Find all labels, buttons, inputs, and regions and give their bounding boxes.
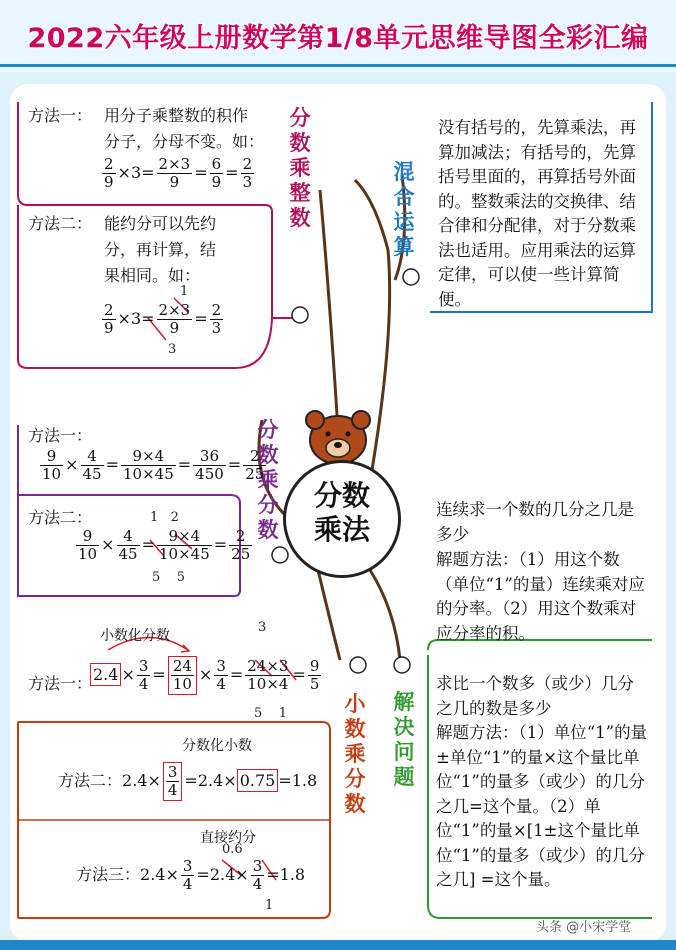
- mixed-operations-text: 没有括号的，先算乘法，再算加减法；有括号的，先算括号里面的，再算括号外面的。整数乘法的交换律、结合律和分配律，对于分数乘法也适用。应用乘法的运算定律，可以使一些计算简便。: [438, 118, 636, 309]
- integer-method2-text3: 果相同。如：: [104, 266, 201, 285]
- cancel-mark-top: 1 2: [150, 510, 179, 525]
- fraction: $\frac{24\times 3}{10\times 4}$: [247, 657, 289, 693]
- fraction-method1-formula: $\frac{9}{10}$ × $\frac{4}{45}$ = $\frac{9\times 4}{10\times 45}$ = $\frac{36}{450}$ = $\frac{2}{25}$: [42, 447, 265, 483]
- integer-method2-text2: 分，再计算，结: [104, 240, 217, 259]
- integer-method2-label: 方法二：: [28, 214, 93, 233]
- fraction: $\frac{36}{450}$: [195, 447, 224, 483]
- cancel-mark-bottom: 3: [168, 342, 177, 357]
- fraction: $\frac{24}{10}$: [168, 656, 197, 695]
- branch-label-fraction: 分数乘分数: [257, 418, 279, 542]
- integer-method1-formula: $\frac{2}{9}$ ×3= $\frac{2\times 3}{9}$ = $\frac{6}{9}$ = $\frac{2}{3}$: [104, 155, 253, 191]
- fraction: $\frac{6}{9}$: [211, 155, 222, 191]
- fraction: $\frac{2}{25}$: [245, 447, 265, 483]
- center-line1: 分数: [313, 479, 370, 512]
- decimal-method2-formula: 方法二：2.4× $\frac{3}{4}$ =2.4× 0.75 =1.8: [58, 763, 318, 799]
- fraction: $\frac{2\times 3}{9}$: [158, 155, 191, 191]
- branch-label-decimal: 小数乘分数: [344, 692, 366, 816]
- cancel-mark-top: 0.6: [222, 842, 243, 857]
- fraction: $\frac{2}{3}$: [242, 155, 253, 191]
- fraction: $\frac{9\times 4}{10\times 45}$: [123, 447, 174, 483]
- cancel-mark-bottom: 5 1: [254, 706, 288, 721]
- problem1-question: 连续求一个数的几分之几是多少: [436, 500, 634, 544]
- fraction: $\frac{2}{25}$: [231, 527, 251, 563]
- fraction: $\frac{4}{45}$: [118, 527, 138, 563]
- fraction: $\frac{3}{4}$: [216, 657, 226, 693]
- fraction: $\frac{2\times 3}{9}$: [158, 301, 191, 337]
- integer-method2-formula: $\frac{2}{9}$ ×3= $\frac{2\times 3}{9}$ = $\frac{2}{3}$: [104, 301, 222, 337]
- fraction: $\frac{9}{10}$: [42, 447, 62, 483]
- problem1-method: 解题方法：（1）用这个数（单位“1”的量）连续乘对应的分率。（2）用这个数乘对应分率的积。: [436, 550, 645, 643]
- integer-method2-text1: 能约分可以先约: [104, 214, 217, 233]
- branch-decimal: [318, 570, 340, 660]
- center-line2: 乘法: [313, 513, 370, 546]
- fraction: $\frac{2}{9}$: [104, 301, 114, 337]
- center-node: [283, 460, 401, 578]
- fraction: $\frac{4}{45}$: [82, 447, 102, 483]
- fraction: $\frac{3}{4}$: [182, 857, 193, 893]
- fraction-method1-label: 方法一：: [28, 426, 93, 445]
- fraction: $\frac{3}{4}$: [138, 657, 149, 693]
- watermark: 头条 @小宋学堂: [536, 920, 632, 935]
- fraction-method2-label: 方法二：: [28, 508, 93, 527]
- problem2-question: 求比一个数多（或少）几分之几的数是多少: [436, 674, 634, 718]
- integer-method1-text1: 用分子乘整数的积作: [104, 106, 249, 125]
- branch-label-mixed: 混合运算: [393, 160, 415, 259]
- fraction: $\frac{9}{10}$: [78, 527, 98, 563]
- branch-problem: [370, 570, 400, 660]
- decimal-note-3: 直接约分: [200, 830, 256, 846]
- integer-method1-text2: 分子，分母不变。如：: [104, 132, 265, 151]
- integer-method1-label: 方法一：: [28, 106, 93, 125]
- problem2-method: 解题方法：（1）单位“1”的量±单位“1”的量×这个量比单位“1”的量多（或少）的几分之几=这个量。（2）单位“1”的量×[1±这个量比单位“1”的量多（或少）的几分之几] =这个量。: [436, 723, 648, 889]
- fraction: $\frac{9\times 4}{10\times 45}$: [159, 527, 210, 563]
- fraction: $\frac{3}{4}$: [163, 762, 183, 801]
- cancel-mark-bottom: 5 5: [152, 570, 186, 585]
- decimal-method1-formula: 2.4 × $\frac{3}{4}$ = $\frac{24}{10}$ × $\frac{3}{4}$ = $\frac{24\times 3}{10\times 4}$ = $\frac{9}{5}$: [90, 656, 323, 695]
- bear-mascot-icon: [306, 411, 370, 464]
- decimal-method1-label: 方法一：: [28, 674, 93, 693]
- fraction: $\frac{2}{3}$: [211, 301, 222, 337]
- branch-label-integer: 分数乘整数: [289, 106, 311, 230]
- fraction: $\frac{3}{4}$: [252, 857, 263, 893]
- page-title: 2022六年级上册数学第1/8单元思维导图全彩汇编: [27, 23, 649, 54]
- decimal-method3-formula: 方法三：2.4× $\frac{3}{4}$ =2.4× $\frac{3}{4}$ =1.8: [76, 857, 306, 893]
- decimal-note-2: 分数化小数: [182, 738, 252, 754]
- decimal-note-1: 小数化分数: [100, 628, 170, 644]
- fraction: $\frac{2}{9}$: [104, 155, 114, 191]
- cancel-mark-top: 1: [180, 284, 189, 299]
- cancel-mark-bottom: 1: [265, 898, 274, 913]
- fraction-method2-formula: $\frac{9}{10}$ × $\frac{4}{45}$ = $\frac{9\times 4}{10\times 45}$ = $\frac{2}{25}$: [78, 527, 251, 563]
- cancel-mark-top: 3: [258, 620, 267, 635]
- fraction: $\frac{9}{5}$: [309, 657, 320, 693]
- branch-label-problem: 解决问题: [393, 690, 415, 789]
